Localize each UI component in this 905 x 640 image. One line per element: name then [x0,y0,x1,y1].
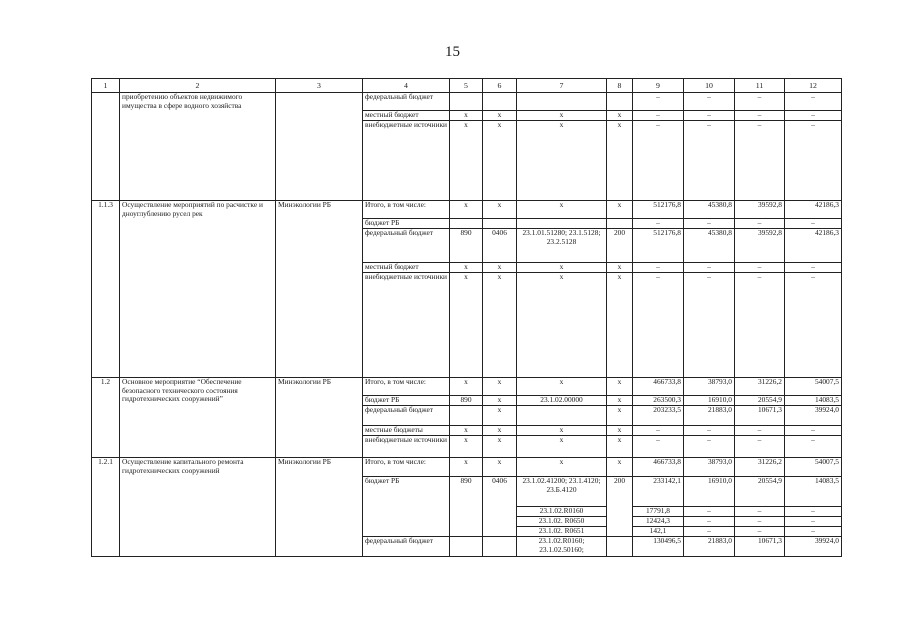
header-cell: 8 [607,79,633,93]
cell-section: 0406 [483,229,517,263]
cell-target-article [517,406,607,426]
funding-source: местный бюджет [363,263,450,273]
item-executor [276,93,363,201]
cell-amount: 10671,3 [735,537,785,557]
cell-target-article: 23.1.02.R0160; 23.1.02.50160; [517,537,607,557]
cell-expense-type: 200 [607,229,633,263]
cell-amount: 54007,5 [785,458,842,477]
cell-grbs [450,537,483,557]
funding-source: местный бюджет [363,111,450,121]
cell-amount: – [684,517,735,527]
cell-amount: – [735,111,785,121]
table-row [92,93,842,111]
cell-grbs [450,93,483,111]
item-name: Осуществление капитального ремонта гидротехнических сооружений [120,458,276,557]
cell-amount: – [735,273,785,378]
cell-expense-type [607,93,633,111]
cell-amount: – [735,517,785,527]
item-number [92,93,120,201]
funding-source: федеральный бюджет [363,406,450,426]
cell-section: х [483,406,517,426]
cell-amount: 20554,9 [735,396,785,406]
cell-section: х [483,273,517,378]
cell-amount: 38793,0 [684,378,735,396]
cell-target-article: х [517,263,607,273]
cell-amount: – [735,219,785,229]
cell-section: х [483,111,517,121]
cell-expense-type: х [607,121,633,201]
cell-amount: 21883,0 [684,406,735,426]
funding-source: бюджет РБ [363,477,450,537]
cell-amount: – [633,436,684,458]
cell-expense-type: х [607,426,633,436]
funding-source: внебюджетные источники [363,273,450,378]
cell-amount: – [633,426,684,436]
cell-amount: 45380,8 [684,201,735,219]
cell-expense-type: х [607,263,633,273]
cell-amount: 42186,3 [785,201,842,219]
cell-section: х [483,201,517,219]
cell-amount: 10671,3 [735,406,785,426]
cell-expense-type: х [607,111,633,121]
cell-expense-type: х [607,436,633,458]
cell-grbs: 890 [450,396,483,406]
cell-amount: – [684,436,735,458]
cell-expense-type: х [607,406,633,426]
cell-target-article: х [517,436,607,458]
cell-amount: 17791,8 [633,507,684,517]
cell-section: х [483,378,517,396]
cell-amount: – [633,121,684,201]
cell-amount: – [735,527,785,537]
cell-amount: 263500,3 [633,396,684,406]
funding-source: бюджет РБ [363,396,450,406]
cell-amount: 203233,5 [633,406,684,426]
cell-amount: 130496,5 [633,537,684,557]
cell-section [483,93,517,111]
cell-amount: 16910,0 [684,396,735,406]
cell-amount: 42186,3 [785,229,842,263]
cell-target-article: 23.1.02.00000 [517,396,607,406]
cell-amount: 512176,8 [633,201,684,219]
budget-table [91,78,842,557]
cell-amount: – [735,121,785,201]
funding-source: внебюджетные источники [363,121,450,201]
cell-amount: – [684,121,735,201]
cell-amount: 14083,5 [785,396,842,406]
cell-expense-type [607,219,633,229]
cell-target-article: х [517,121,607,201]
header-cell: 7 [517,79,607,93]
item-executor: Минэкологии РБ [276,378,363,458]
cell-amount: – [785,436,842,458]
cell-grbs: х [450,378,483,396]
cell-amount: – [735,426,785,436]
cell-amount: 39924,0 [785,537,842,557]
cell-amount: – [684,219,735,229]
cell-amount: 45380,8 [684,229,735,263]
header-cell: 6 [483,79,517,93]
table-row [92,378,842,396]
cell-target-article: х [517,201,607,219]
funding-source: Итого, в том числе: [363,201,450,219]
cell-amount: 14083,5 [785,477,842,507]
cell-section: х [483,396,517,406]
cell-amount: 16910,0 [684,477,735,507]
cell-grbs: х [450,436,483,458]
item-name: Основное мероприятие “Обеспечение безопасного технического состояния гидротехнических сооружений” [120,378,276,458]
cell-section: х [483,426,517,436]
header-cell: 10 [684,79,735,93]
cell-amount: 38793,0 [684,458,735,477]
cell-amount: 31226,2 [735,378,785,396]
cell-amount: – [785,93,842,111]
cell-amount: – [684,507,735,517]
cell-grbs: 890 [450,229,483,263]
cell-amount: – [785,517,842,527]
cell-amount: – [785,527,842,537]
cell-grbs: х [450,458,483,477]
item-name: Осуществление мероприятий по расчистке и дноуглублению русел рек [120,201,276,378]
cell-grbs: х [450,121,483,201]
cell-amount: – [735,436,785,458]
cell-amount: – [633,111,684,121]
cell-amount: – [785,273,842,378]
cell-target-article: х [517,458,607,477]
funding-source: федеральный бюджет [363,537,450,557]
table-row [92,458,842,477]
cell-amount: – [684,426,735,436]
cell-section [483,537,517,557]
cell-target-article: 23.1.01.51280; 23.1.5128; 23.2.5128 [517,229,607,263]
item-number: 1.1.3 [92,201,120,378]
header-row [92,79,842,93]
cell-amount: – [785,263,842,273]
cell-amount: 39924,0 [785,406,842,426]
item-name: приобретению объектов недвижимого имущества в сфере водного хозяйства [120,93,276,201]
cell-section: х [483,263,517,273]
header-cell: 2 [120,79,276,93]
cell-grbs: х [450,426,483,436]
funding-source: Итого, в том числе: [363,378,450,396]
header-cell: 11 [735,79,785,93]
funding-source: местные бюджеты [363,426,450,436]
cell-target-article [517,219,607,229]
cell-amount: – [735,507,785,517]
cell-grbs: 890 [450,477,483,537]
cell-amount: – [785,507,842,517]
cell-amount: 466733,8 [633,458,684,477]
cell-expense-type [607,537,633,557]
cell-amount: 142,1 [633,527,684,537]
cell-amount: – [633,93,684,111]
cell-section: х [483,458,517,477]
cell-target-article: х [517,273,607,378]
cell-expense-type: х [607,201,633,219]
cell-target-article: 23.1.02. R0650 [517,517,607,527]
cell-grbs: х [450,111,483,121]
cell-amount: – [684,527,735,537]
cell-amount: – [735,263,785,273]
header-cell: 9 [633,79,684,93]
cell-amount: 39592,8 [735,201,785,219]
cell-expense-type: х [607,396,633,406]
cell-amount: 20554,9 [735,477,785,507]
cell-section: х [483,436,517,458]
cell-amount: – [633,273,684,378]
cell-target-article: х [517,111,607,121]
cell-amount: 21883,0 [684,537,735,557]
cell-amount: – [785,121,842,201]
cell-target-article: х [517,426,607,436]
cell-amount: 512176,8 [633,229,684,263]
cell-amount: – [633,263,684,273]
cell-target-article: 23.1.02.41200; 23.1.4120; 23.Б.4120 [517,477,607,507]
cell-amount: – [684,273,735,378]
item-executor: Минэкологии РБ [276,458,363,557]
funding-source: бюджет РБ [363,219,450,229]
cell-grbs: х [450,263,483,273]
header-cell: 1 [92,79,120,93]
cell-amount: 31226,2 [735,458,785,477]
header-cell: 12 [785,79,842,93]
cell-grbs: х [450,201,483,219]
funding-source: федеральный бюджет [363,229,450,263]
cell-amount: 39592,8 [735,229,785,263]
header-cell: 3 [276,79,363,93]
cell-expense-type: х [607,378,633,396]
cell-grbs [450,219,483,229]
item-number: 1.2 [92,378,120,458]
cell-amount: 54007,5 [785,378,842,396]
cell-section: х [483,121,517,201]
cell-target-article [517,93,607,111]
cell-amount: – [785,111,842,121]
cell-amount: 233142,1 [633,477,684,507]
cell-amount: – [785,426,842,436]
funding-source: внебюджетные источники [363,436,450,458]
cell-expense-type: х [607,273,633,378]
cell-expense-type: х [607,458,633,477]
cell-section [483,219,517,229]
cell-target-article: 23.1.02. R0651 [517,527,607,537]
cell-amount: – [684,263,735,273]
header-cell: 5 [450,79,483,93]
cell-target-article: х [517,378,607,396]
table-row [92,201,842,219]
cell-amount: 466733,8 [633,378,684,396]
cell-amount: – [785,219,842,229]
cell-target-article: 23.1.02.R0160 [517,507,607,517]
header-cell: 4 [363,79,450,93]
cell-amount: – [735,93,785,111]
funding-source: Итого, в том числе: [363,458,450,477]
item-executor: Минэкологии РБ [276,201,363,378]
page-number: 15 [445,44,460,60]
cell-grbs [450,406,483,426]
funding-source: федеральный бюджет [363,93,450,111]
cell-amount: – [684,111,735,121]
cell-grbs: х [450,273,483,378]
item-number: 1.2.1 [92,458,120,557]
cell-expense-type: 200 [607,477,633,537]
cell-amount: 12424,3 [633,517,684,527]
cell-section: 0406 [483,477,517,537]
cell-amount: – [633,219,684,229]
cell-amount: – [684,93,735,111]
